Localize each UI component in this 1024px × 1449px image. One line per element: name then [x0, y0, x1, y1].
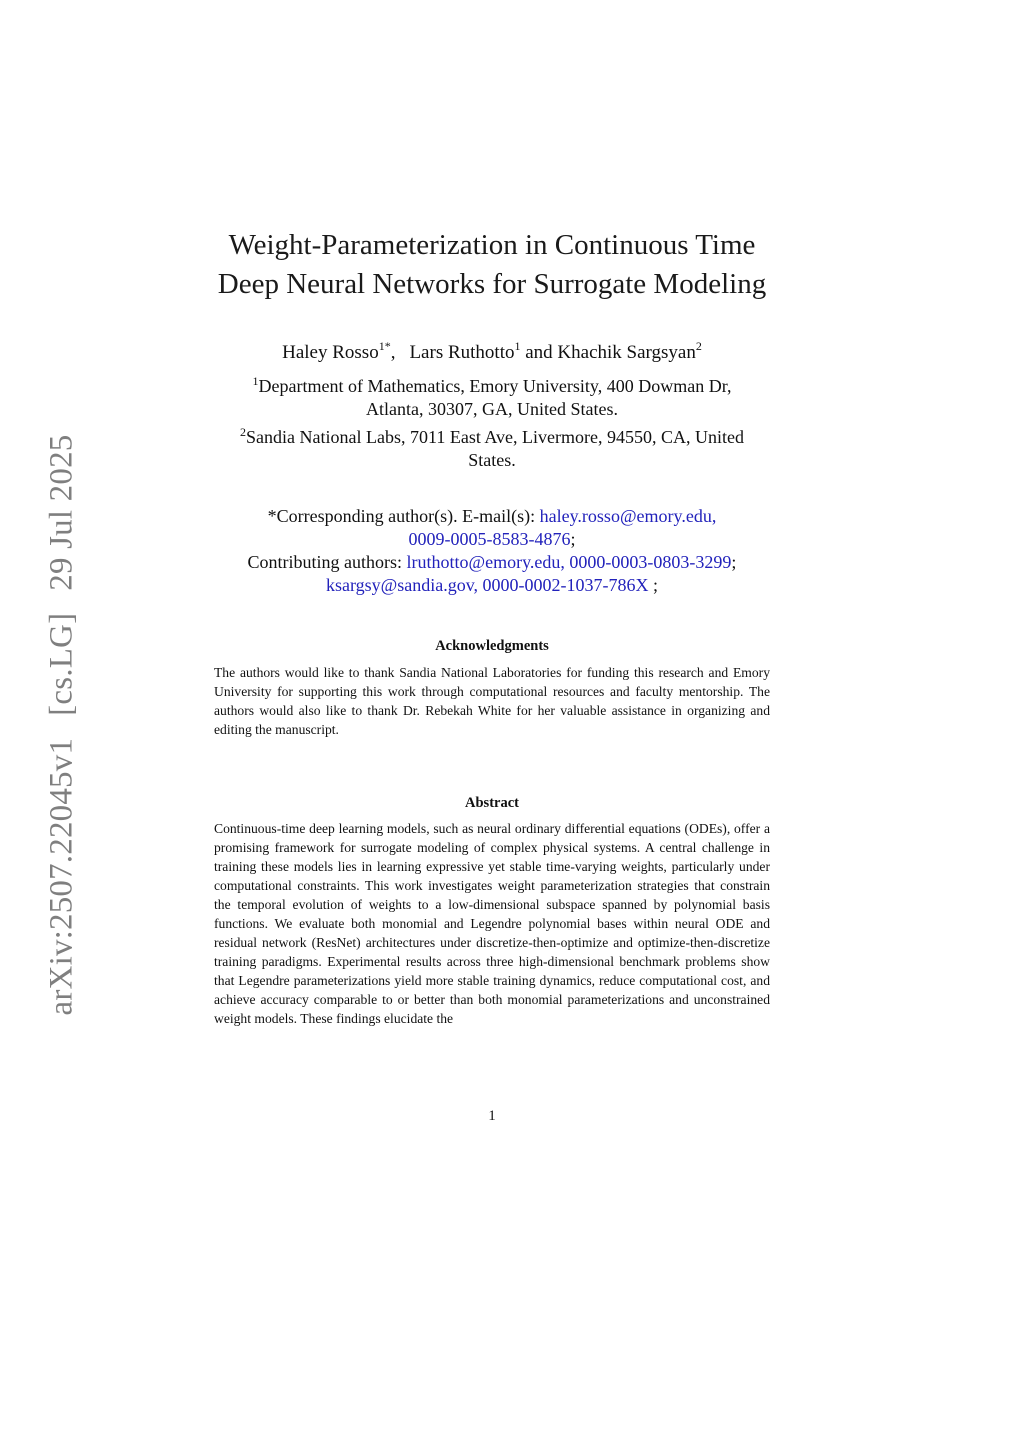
- title-line-1: Weight-Parameterization in Continuous Time: [228, 229, 756, 261]
- contributor-1-link[interactable]: lruthotto@emory.edu, 0000-0003-0803-3299: [406, 552, 732, 572]
- author-name: Lars Ruthotto: [409, 342, 515, 363]
- page-number: 1: [488, 1108, 496, 1124]
- affiliation-1-line-1: $^1$Department of Mathematics, Emory University, 400 Dowman Dr,: [252, 374, 732, 396]
- author-name: Khachik Sargsyan: [557, 342, 696, 363]
- orcid-line: 0009-0005-8583-4876;: [408, 529, 576, 549]
- author-affil-marker: 2: [695, 339, 702, 353]
- correspondence-block: [160, 505, 824, 597]
- acknowledgments-text: The authors would like to thank Sandia National Laboratories for funding this research and Emory University for supporting this work through computational resources and faculty mentorship. The authors would also like to thank Dr. Rebekah White for her valuable assistance in organizing and editing the manuscript.: [214, 665, 770, 737]
- corresponding-line: *Corresponding author(s). E-mail(s): haley.rosso@emory.edu,: [267, 506, 717, 526]
- abstract-heading: Abstract: [465, 795, 519, 811]
- contributing-line-2: ksargsy@sandia.gov, 0000-0002-1037-786X ;: [325, 575, 659, 595]
- author-affil-marker: 1: [514, 339, 521, 353]
- affiliations: [160, 370, 824, 472]
- arxiv-category: [cs.LG]: [43, 612, 80, 716]
- arxiv-date: 29 Jul 2025: [43, 434, 80, 591]
- corresponding-email-link[interactable]: haley.rosso@emory.edu,: [539, 506, 717, 526]
- author-affil-marker: 1*: [378, 339, 391, 353]
- affiliation-2-line-1: $^2$Sandia National Labs, 7011 East Ave, Livermore, 94550, CA, United: [240, 425, 744, 447]
- paper-title: [180, 226, 804, 304]
- affiliation-1-line-2: Atlanta, 30307, GA, United States.: [366, 399, 618, 419]
- contributor-2-link[interactable]: ksargsy@sandia.gov, 0000-0002-1037-786X: [325, 575, 649, 595]
- arxiv-sidebar-stamp: [42, 430, 82, 1020]
- author-name: Haley Rosso: [282, 342, 379, 363]
- corresponding-orcid-link[interactable]: 0009-0005-8583-4876: [408, 529, 571, 549]
- contributing-line: Contributing authors: lruthotto@emory.edu, 0000-0003-0803-3299;: [247, 552, 737, 572]
- title-line-2: Deep Neural Networks for Surrogate Modeling: [217, 268, 767, 300]
- author-list: Haley Rosso$^{1*}$, Lars Ruthotto$^1$ and Khachik Sargsyan$^2$: [282, 339, 702, 363]
- arxiv-id[interactable]: arXiv:2507.22045v1: [43, 737, 80, 1016]
- abstract-text: Continuous-time deep learning models, such as neural ordinary differential equations (ODEs), offer a promising framework for surrogate modeling of complex physical systems. A central challenge in training these models lies in learning expressive yet stable time-varying weights, particularly under computational constraints. This work investigates weight parameterization strategies that constrain the temporal evolution of weights to a low-dimensional subspace spanned by polynomial basis functions. We evaluate both monomial and Legendre polynomial bases within neural ODE and residual network (ResNet) architectures under discretize-then-optimize and optimize-then-discretize training paradigms. Experimental results across three high-dimensional benchmark problems show that Legendre parameterizations yield more stable training dynamics, reduce computational cost, and achieve accuracy comparable to or better than both monomial parameterizations and unconstrained weight models. These findings elucidate the: [214, 821, 770, 1026]
- affiliation-2-line-2: States.: [468, 450, 516, 470]
- acknowledgments-heading: Acknowledgments: [435, 638, 549, 654]
